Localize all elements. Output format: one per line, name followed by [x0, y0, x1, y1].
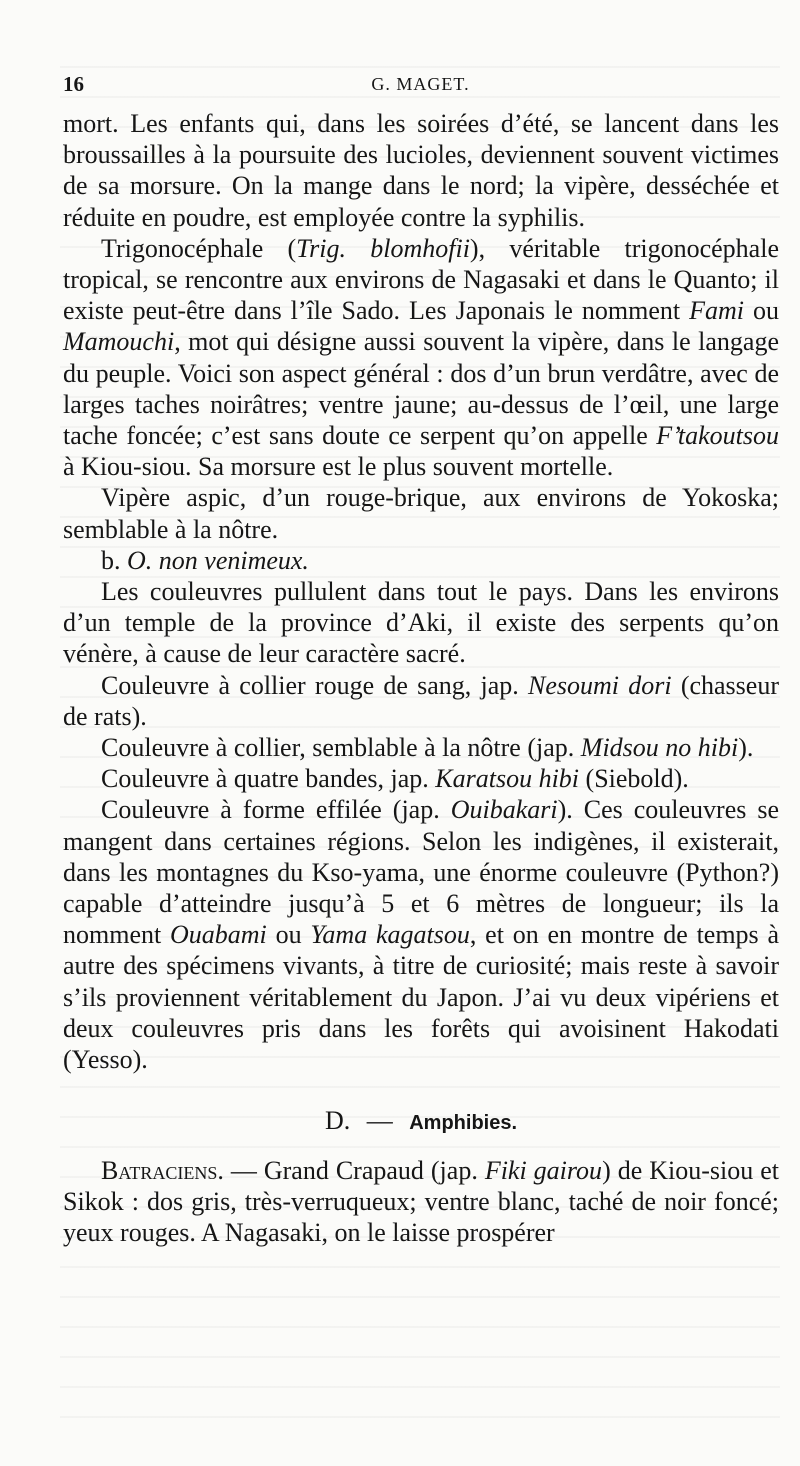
italic-term: Karatsou hibi: [435, 764, 580, 794]
paragraph: [63, 233, 779, 483]
section-dash: —: [366, 1106, 393, 1136]
paragraph: [63, 576, 779, 670]
text-run: ) de Kiou-siou et Sikok : dos gris, très-verruqueux; ventre blanc, taché de noir foncé; yeux rouges. A Nagasaki, on le laisse prospérer: [63, 1155, 780, 1247]
paragraph: [63, 482, 779, 544]
paragraph-batraciens: [63, 1155, 779, 1249]
italic-term: Yama kagatsou: [310, 920, 470, 950]
italic-term: Trig. blomhofii: [296, 233, 470, 263]
text-run: Vipère aspic, d’un rouge-brique, aux environs de Yokoska; semblable à la nôtre.: [63, 483, 779, 544]
text-run: Trigonocéphale (: [101, 233, 297, 263]
text-run: b.: [101, 545, 127, 575]
italic-term: Midsou no hibi: [580, 733, 739, 763]
text-run: , mot qui désigne aussi souvent la vipère, dans le langage du peuple. Voici son aspect général : dos d’un brun verdâtre, avec de larges taches noirâtres; ventre jaune; au-dessus de l’œil, une large tache foncée; c’est sans doute ce serpent qu’on appelle: [63, 327, 779, 451]
italic-term: O. non venimeux.: [127, 545, 309, 575]
text-run: Couleuvre à collier, semblable à la nôtre (jap.: [101, 733, 581, 763]
paragraph: [63, 670, 779, 732]
paragraph: [63, 763, 779, 794]
section-letter: D.: [324, 1106, 351, 1136]
page-header: [63, 72, 778, 102]
paragraph: [63, 732, 779, 763]
text-run: , et on en montre de temps à autre des spécimens vivants, à titre de curiosité; mais reste à savoir s’ils proviennent véritablement du Japon. J’ai vu deux vipériens et deux couleuvres pris dans les forêts qui avoisinent Hakodati (Yesso).: [63, 920, 779, 1075]
text-run: à Kiou-siou. Sa morsure est le plus souvent mortelle.: [63, 452, 614, 482]
paragraph: [63, 108, 779, 233]
batraciens-label: Batraciens.: [101, 1155, 224, 1185]
text-run: Couleuvre à collier rouge de sang, jap.: [101, 670, 529, 700]
text-run: (chasseur de rats).: [63, 670, 779, 731]
italic-term: F’takoutsou: [656, 421, 779, 451]
italic-term: Nesoumi dori: [528, 670, 672, 700]
paragraph-list: [63, 108, 779, 1075]
text-run: ), véritable trigonocéphale tropical, se rencontre aux environs de Nagasaki et dans le Quanto; il existe peut-être dans l’île Sado. Les Japonais le nomment: [63, 233, 779, 326]
text-run: ).: [738, 733, 754, 763]
text-run: mort. Les enfants qui, dans les soirées d’été, se lancent dans les broussailles à la poursuite des lucioles, deviennent souvent victimes de sa morsure. On la mange dans le nord; la vipère, desséchée et réduite en poudre, est employée contre la syphilis.: [63, 109, 779, 232]
text-run: ). Ces couleuvres se mangent dans certaines régions. Selon les indigènes, il existerait, dans les montagnes du Kso-yama, une énorme couleuvre (Python?) capable d’atteindre jusqu’à 5 et 6 mètres de longueur; ils la nomment: [63, 795, 779, 950]
text-run: Les couleuvres pullulent dans tout le pays. Dans les environs d’un temple de la province d’Aki, il existe des serpents qu’on vénère, à cause de leur caractère sacré.: [63, 577, 779, 669]
page-body: [63, 108, 779, 1248]
italic-term: Fiki gairou: [484, 1155, 603, 1185]
paragraph: [63, 545, 779, 576]
italic-term: Ouabami: [170, 920, 267, 950]
italic-term: Fami: [689, 296, 744, 326]
text-run: Couleuvre à forme effilée (jap.: [101, 795, 451, 825]
text-run: — Grand Crapaud (jap.: [230, 1155, 485, 1185]
text-run: ou: [744, 296, 779, 326]
text-run: Couleuvre à quatre bandes, jap.: [101, 764, 436, 794]
section-heading: [63, 1105, 779, 1139]
text-run: ou: [266, 920, 311, 950]
running-head: G. MAGET.: [371, 74, 470, 94]
italic-term: Mamouchi: [63, 327, 175, 357]
page-number: 16: [63, 72, 84, 96]
paragraph: [63, 794, 779, 1075]
italic-term: Ouibakari: [450, 795, 558, 825]
text-run: (Siebold).: [579, 764, 689, 794]
section-title: Amphibies.: [409, 1112, 518, 1135]
